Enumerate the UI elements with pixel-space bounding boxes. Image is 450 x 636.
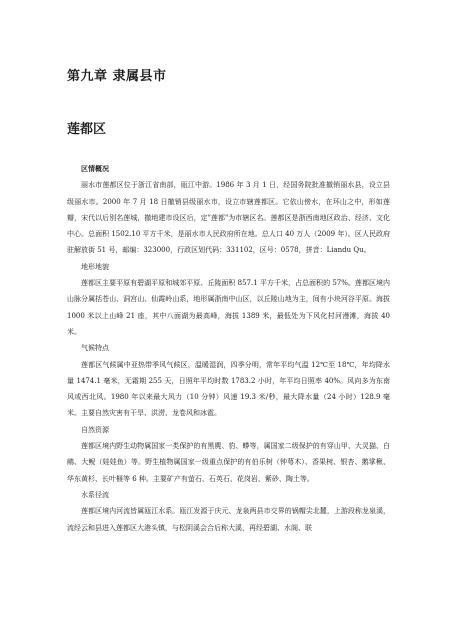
paragraph-water: 莲都区境内河流皆属瓯江水系。瓯江发源于庆元、龙泉两县市交界的锅帽尖北麓，上游段称龙泉溪，流经云和县进入莲都区大港头镇，与松阴溪会合后称大溪，再经碧湖、水阁、联 (67, 507, 390, 532)
document-body (67, 161, 390, 536)
district-title: 莲都区 (67, 122, 107, 137)
section-label-resources: 自然资源 (81, 425, 109, 434)
section-label-water: 水系径流 (81, 490, 109, 499)
chapter-title: 第九章 隶属县市 (67, 69, 167, 84)
section-label-climate: 气候特点 (81, 344, 109, 353)
paragraph-resources: 莲都区境内野生动物属国家一类保护的有黑麂、豹、蟒等，属国家二级保护的有穿山甲、大灵猫、白鹇、大鲵（娃娃鱼）等。野生植物属国家一级重点保护的有伯乐树（钟萼木）、香果树、银杏、鹅掌楸、华东黄杉、长叶榧等 6 种。主要矿产有萤石、石英石、花岗岩、紫砂、陶土等。 (67, 442, 390, 483)
paragraph-overview: 丽水市莲都区位于浙江省南部，瓯江中游。1986 年 3 月 1 日，经国务院批准撤销丽水县，设立县级丽水市。2000 年 7 月 18 日撤销县级丽水市，设立市辖莲都区。它依山傍水，在环山之中，形如莲瓣，宋代以后别名莲城，撤地建市设区后，定"莲都"为市辖区名。莲都区是浙西南地区政治、经济、文化中心。总面积 1502.10 平方千米，是丽水市人民政府所在地。总人口 40 万人（2009 年）。区人民政府驻解放街 51 号，邮编：323000，行政区划代码：331102，区号：0578，拼音：Liandu Qu。 (67, 181, 390, 255)
section-heading-overview: 区情概况 (81, 165, 109, 173)
paragraph-landform: 莲都区主要平原有碧湖平原和城郊平原、丘陵面积 857.1 平方千米，占总面积的 57%。莲都区境内山脉分属括苍山、洞宫山、仙霞岭山系，地形属浙南中山区，以丘陵山地为主，间有小块河谷平原。海拔 1000 米以上山峰 21 座，其中八面湖为最高峰，海拔 1389 米，最低处为下风化村河漫滩，海拔 40 米。 (67, 279, 390, 336)
section-label-landform: 地形地貌 (81, 262, 109, 271)
paragraph-climate: 莲都区气候属中亚热带季风气候区，温暖湿润，四季分明，常年平均气温 12℃至 18℃，年均降水量 1474.1 毫米，无霜期 255 天，日照年平均时数 1783.2 小时，年平均日照率 40%。风向多为东南风或西北风。1980 年以来最大风力（10 分钟）风速 19.3 米/秒，最大降水量（24 小时）128.9 毫米。主要自然灾害有干旱、洪涝、龙卷风和冰雹。 (67, 360, 390, 418)
